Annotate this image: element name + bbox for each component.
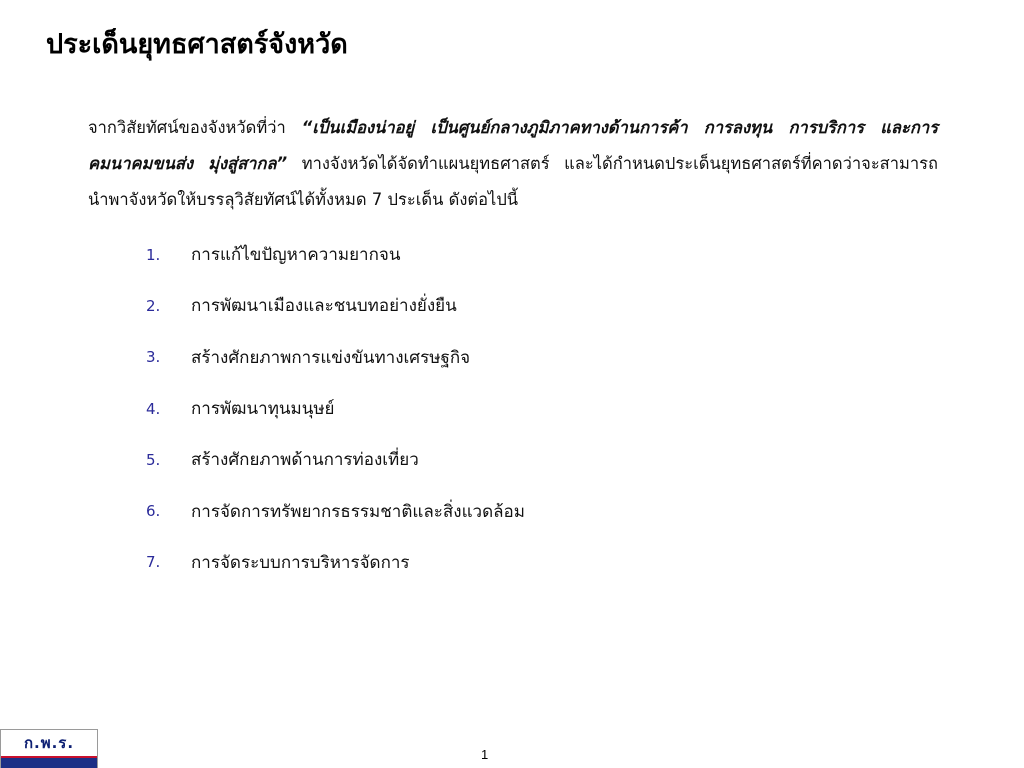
- strategy-text: การพัฒนาเมืองและชนบทอย่างยั่งยืน: [191, 296, 457, 317]
- logo-top: [1, 730, 97, 756]
- strategy-number: 3.: [146, 348, 161, 367]
- strategy-text: สร้างศักยภาพการแข่งขันทางเศรษฐกิจ: [191, 347, 471, 368]
- strategy-number: 5.: [146, 450, 161, 469]
- strategy-number: 6.: [146, 502, 161, 521]
- intro-rest: ทางจังหวัดได้จัดทำแผนยุทธศาสตร์ และได้กำหนดประเด็นยุทธศาสตร์ที่คาดว่าจะสามารถนำพาจังหวัดให้บรรลุวิสัยทัศน์ได้ทั้งหมด 7 ประเด็น ดังต่อไปนี้: [88, 154, 939, 209]
- slide-title: ประเด็นยุทธศาสตร์จังหวัด: [46, 29, 348, 60]
- strategy-number: 2.: [146, 296, 161, 315]
- logo-band: [1, 756, 97, 768]
- strategy-list: [146, 229, 525, 588]
- strategy-text: การพัฒนาทุนมนุษย์: [191, 399, 335, 420]
- strategy-item: [146, 485, 525, 536]
- vision-quote: “เป็นเมืองน่าอยู่ เป็นศูนย์กลางภูมิภาคทางด้านการค้า การลงทุน การบริการ และการคมนาคมขนส่ง มุ่งสู่สากล”: [88, 118, 938, 173]
- page-number: 1: [481, 747, 489, 762]
- strategy-item: [146, 383, 525, 434]
- intro-paragraph: [88, 110, 938, 218]
- strategy-item: [146, 280, 525, 331]
- strategy-item: [146, 434, 525, 485]
- opdc-logo: [0, 729, 98, 768]
- strategy-text: การจัดระบบการบริหารจัดการ: [191, 552, 410, 573]
- intro-lead: จากวิสัยทัศน์ของจังหวัดที่ว่า: [88, 118, 302, 137]
- strategy-item: [146, 332, 525, 383]
- strategy-number: 1.: [146, 245, 161, 264]
- strategy-number: 7.: [146, 553, 161, 572]
- strategy-number: 4.: [146, 399, 161, 418]
- strategy-item: [146, 229, 525, 280]
- strategy-text: การแก้ไขปัญหาความยากจน: [191, 245, 401, 266]
- logo-text: ก.พ.ร.: [23, 734, 75, 752]
- strategy-text: สร้างศักยภาพด้านการท่องเที่ยว: [191, 450, 419, 471]
- strategy-item: [146, 537, 525, 588]
- strategy-text: การจัดการทรัพยากรธรรมชาติและสิ่งแวดล้อม: [191, 501, 525, 522]
